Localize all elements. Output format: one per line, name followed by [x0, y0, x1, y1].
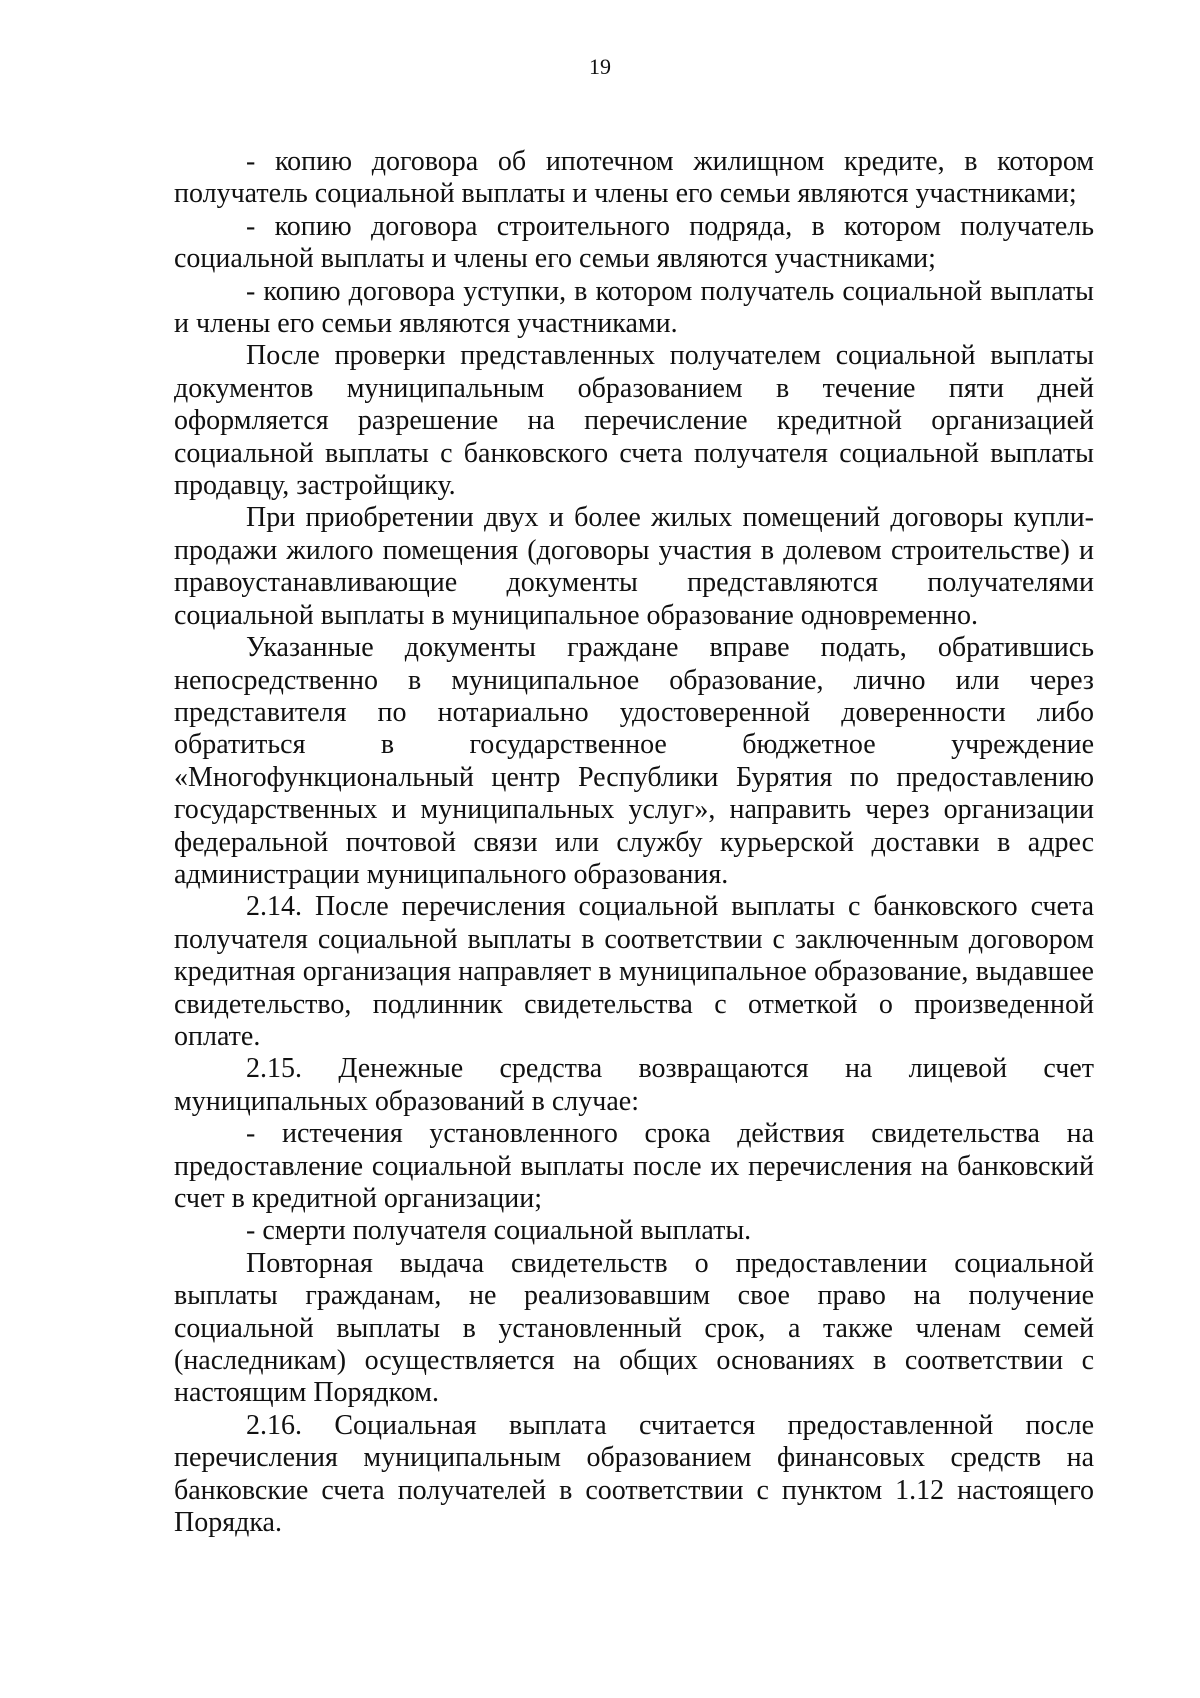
paragraph-section-2-16: 2.16. Социальная выплата считается предоставленной после перечисления муниципальным образованием финансовых средств на банковские счета получателей в соответствии с пунктом 1.12 настоящего Порядка.: [174, 1409, 1094, 1539]
document-body: [174, 146, 1094, 1539]
paragraph-multiple-premises: При приобретении двух и более жилых помещений договоры купли-продажи жилого помещения (договоры участия в долевом строительстве) и правоустанавливающие документы представляются получателями социальной выплаты в муниципальное образование одновременно.: [174, 502, 1094, 631]
paragraph-section-2-14: 2.14. После перечисления социальной выплаты с банковского счета получателя социальной выплаты в соответствии с заключенным договором кредитная организация направляет в муниципальное образование, выдавшее свидетельство, подлинник свидетельства с отметкой о произведенной оплате.: [174, 891, 1094, 1052]
paragraph-document-submission: Указанные документы граждане вправе подать, обратившись непосредственно в муниципальное образование, лично или через представителя по нотариально удостоверенной доверенности либо обратиться в государственное бюджетное учреждение «Многофункциональный центр Республики Бурятия по предоставлению государственных и муниципальных услуг», направить через организации федеральной почтовой связи или службу курьерской доставки в адрес администрации муниципального образования.: [174, 632, 1094, 890]
paragraph-assignment-contract-copy: - копию договора уступки, в котором получатель социальной выплаты и члены его семьи являются участниками.: [174, 275, 1094, 340]
paragraph-certificate-expiry: - истечения установленного срока действия свидетельства на предоставление социальной выплаты после их перечисления на банковский счет в кредитной организации;: [174, 1118, 1094, 1214]
paragraph-reissue-certificates: Повторная выдача свидетельств о предоставлении социальной выплаты гражданам, не реализовавшим свое право на получение социальной выплаты в установленный срок, а также членам семей (наследникам) осуществляется на общих основаниях в соответствии с настоящим Порядком.: [174, 1247, 1094, 1409]
page-number: 19: [589, 54, 611, 79]
paragraph-mortgage-contract-copy: - копию договора об ипотечном жилищном кредите, в котором получатель социальной выплаты и члены его семьи являются участниками;: [174, 146, 1094, 210]
paragraph-section-2-15: 2.15. Денежные средства возвращаются на лицевой счет муниципальных образований в случае:: [174, 1053, 1094, 1117]
paragraph-construction-contract-copy: - копию договора строительного подряда, в котором получатель социальной выплаты и члены его семьи являются участниками;: [174, 210, 1094, 275]
paragraph-payment-authorization: После проверки представленных получателем социальной выплаты документов муниципальным образованием в течение пяти дней оформляется разрешение на перечисление кредитной организацией социальной выплаты с банковского счета получателя социальной выплаты продавцу, застройщику.: [174, 340, 1094, 502]
paragraph-recipient-death: - смерти получателя социальной выплаты.: [246, 1215, 752, 1247]
